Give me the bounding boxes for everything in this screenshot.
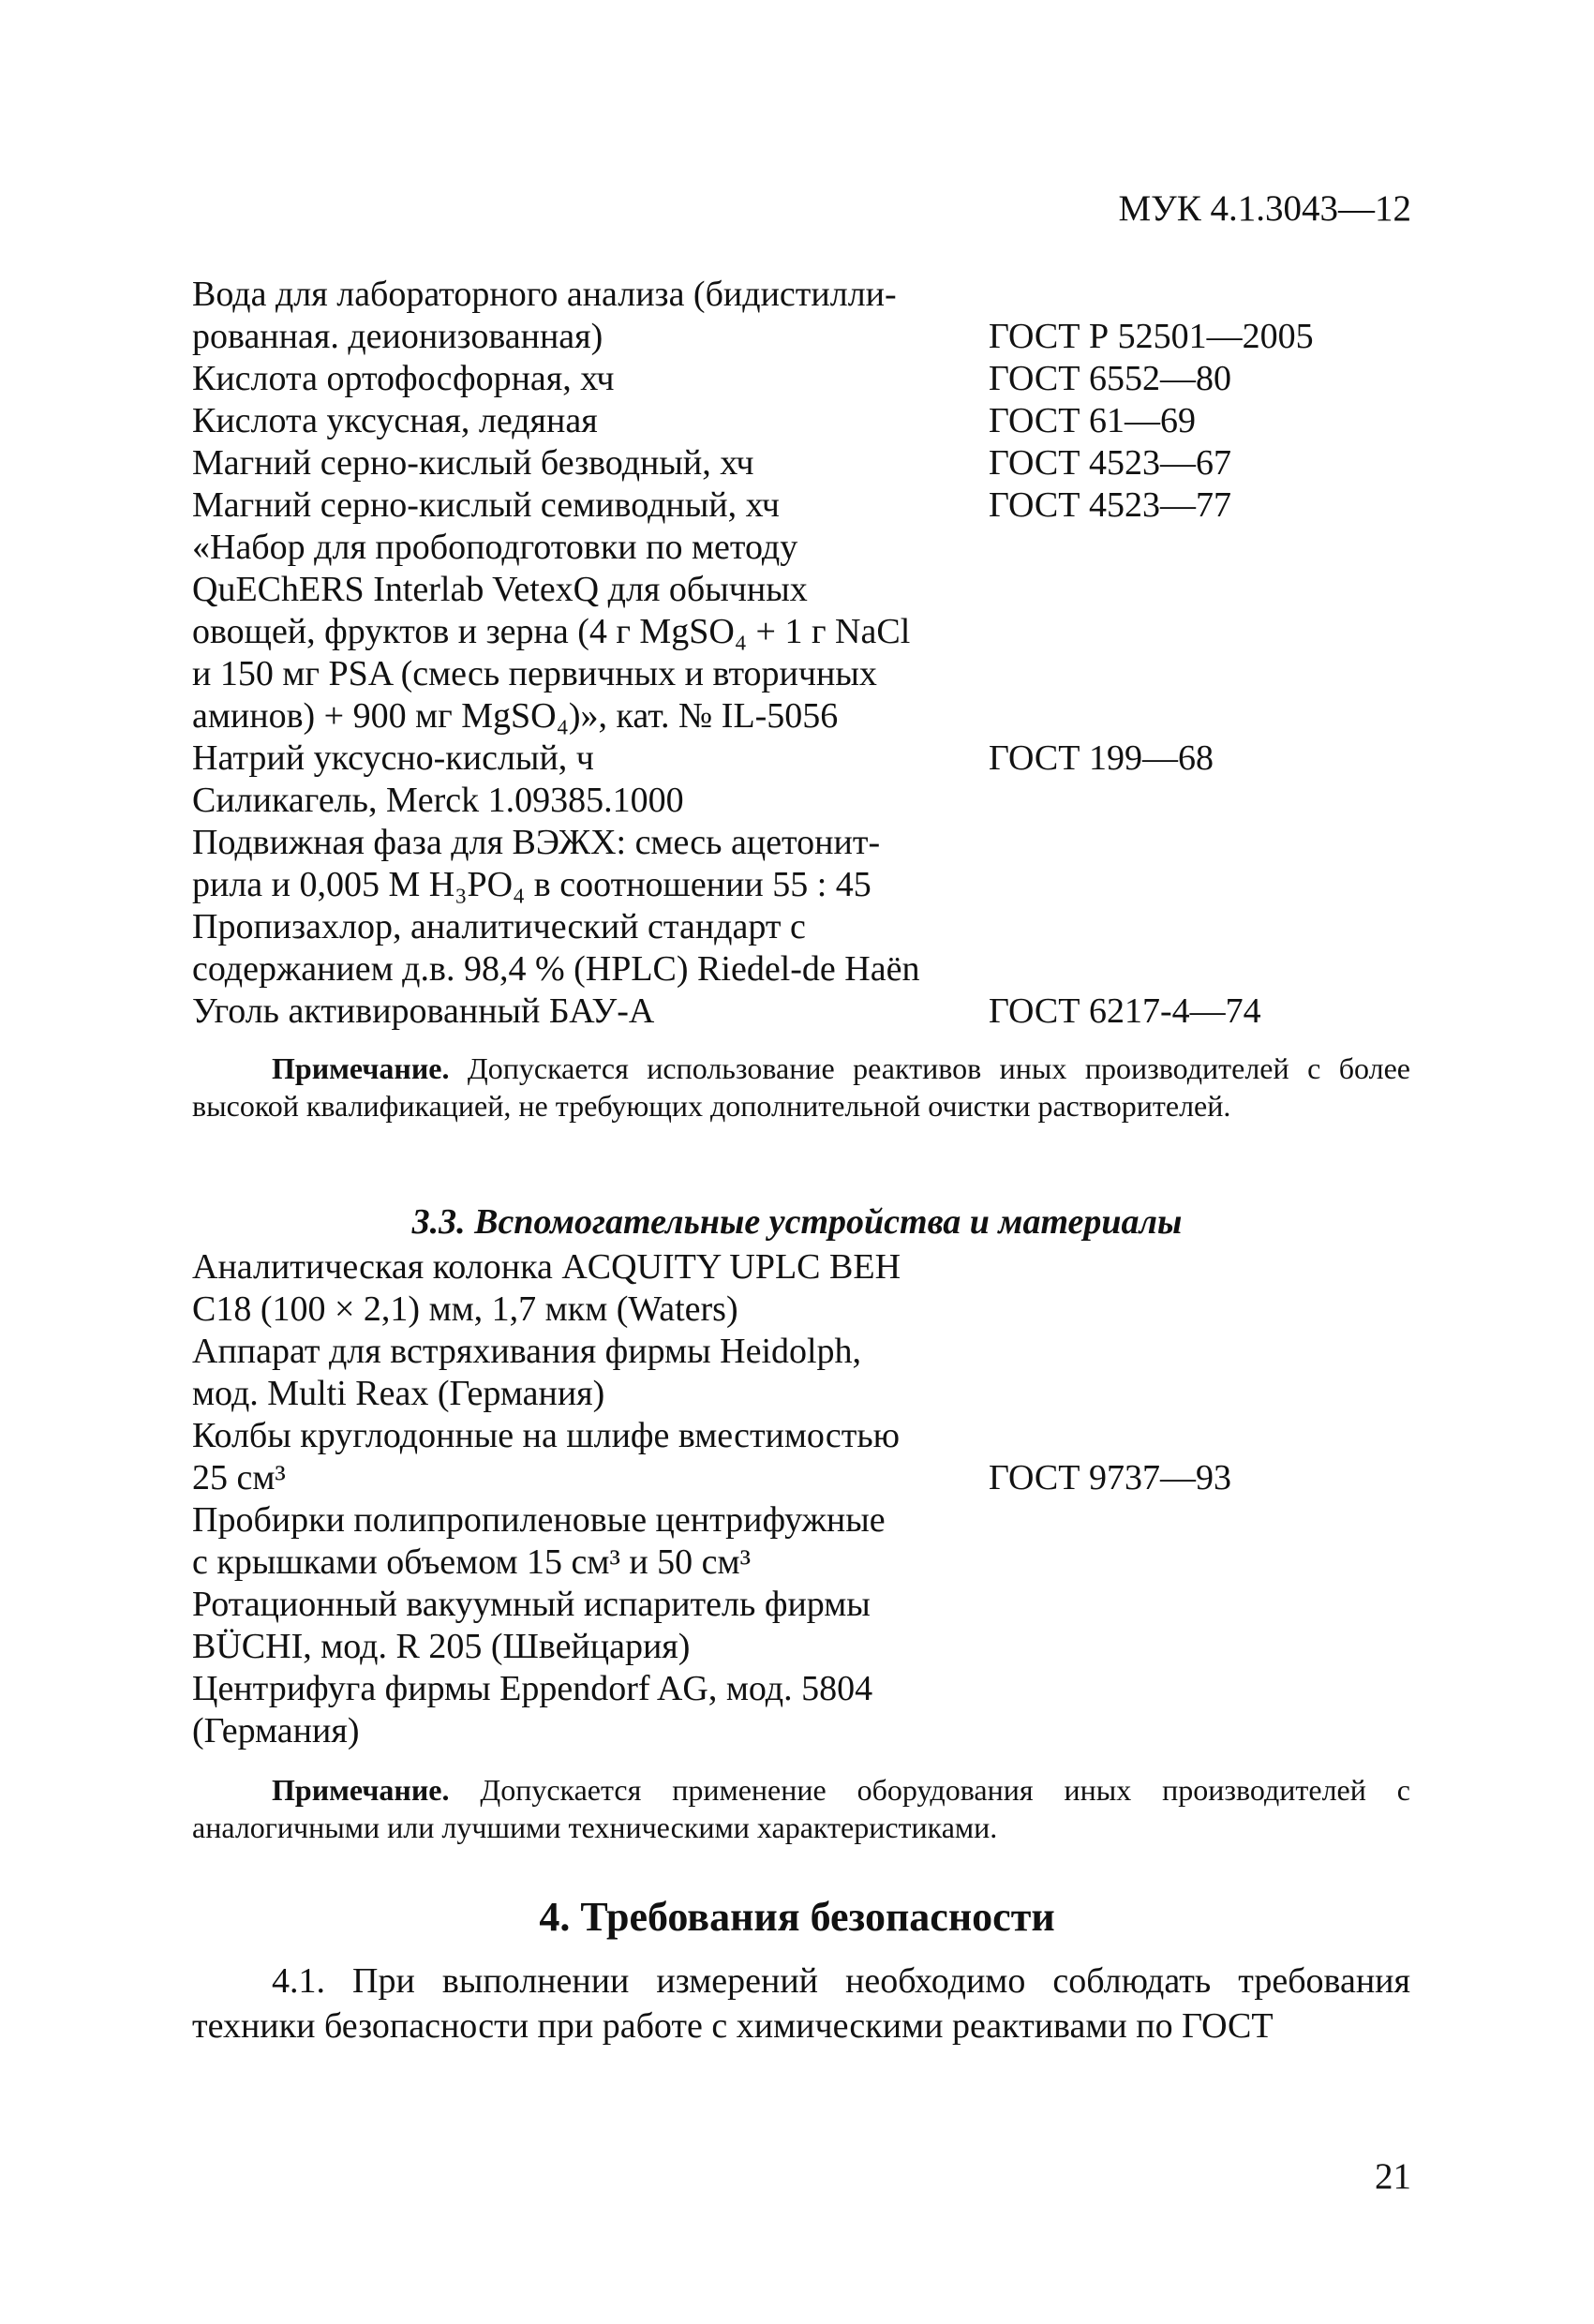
item-standard: ГОСТ 199—68: [989, 738, 1214, 778]
item-name: Аппарат для встряхивания фирмы Heidolph,: [192, 1332, 862, 1371]
item-name: Кислота уксусная, ледяная: [192, 401, 598, 440]
item-name: аминов) + 900 мг MgSO₄)», кат. № IL-5056: [192, 696, 839, 736]
item-standard: [989, 1331, 1410, 1373]
item-name: Вода для лабораторного анализа (бидистилли-: [192, 275, 897, 314]
item-standard: [989, 1415, 1410, 1457]
item-standard: ГОСТ 4523—67: [989, 443, 1231, 483]
item-standard: [989, 653, 1410, 695]
page-number: 21: [1375, 2156, 1411, 2197]
item-standard: [989, 695, 1410, 737]
item-standard: [989, 611, 1410, 653]
item-standard: [989, 527, 1410, 569]
reagents-list: [192, 274, 1410, 1033]
item-name: Магний серно-кислый безводный, хч: [192, 443, 754, 483]
list-item: [192, 1668, 1410, 1710]
item-name: Пробирки полипропиленовые центрифужные: [192, 1500, 886, 1540]
item-name: Аналитическая колонка ACQUITY UPLC BEH: [192, 1247, 901, 1287]
item-standard: [989, 1668, 1410, 1710]
item-name: рованная. деионизованная): [192, 317, 603, 356]
item-name: QuEChERS Interlab VetexQ для обычных: [192, 570, 808, 609]
equipment-list: [192, 1246, 1410, 1752]
list-item: [192, 1626, 1410, 1668]
item-standard: [989, 780, 1410, 822]
item-name: BÜCHI, мод. R 205 (Швейцария): [192, 1627, 691, 1666]
list-item: [192, 316, 1410, 358]
list-item: [192, 906, 1410, 948]
item-standard: ГОСТ 4523—77: [989, 485, 1231, 525]
item-name: Натрий уксусно-кислый, ч: [192, 738, 594, 778]
list-item: [192, 1499, 1410, 1542]
item-standard: [989, 906, 1410, 948]
item-name: Кислота ортофосфорная, хч: [192, 359, 615, 398]
list-item: [192, 864, 1410, 906]
item-name: мод. Multi Reax (Германия): [192, 1374, 605, 1413]
item-name: Силикагель, Merck 1.09385.1000: [192, 781, 684, 820]
item-name: Ротационный вакуумный испаритель фирмы: [192, 1585, 871, 1624]
item-standard: [989, 1542, 1410, 1584]
list-item: [192, 569, 1410, 611]
list-item: [192, 1542, 1410, 1584]
list-item: [192, 695, 1410, 737]
item-standard: ГОСТ 61—69: [989, 401, 1196, 440]
list-item: [192, 611, 1410, 653]
list-item: [192, 1246, 1410, 1289]
list-item: [192, 991, 1410, 1033]
item-name: овощей, фруктов и зерна (4 г MgSO₄ + 1 г NaCl: [192, 612, 911, 651]
item-name: и 150 мг PSA (смесь первичных и вторичных: [192, 654, 877, 693]
document-code: МУК 4.1.3043—12: [1118, 188, 1411, 229]
item-standard: [989, 1626, 1410, 1668]
subsection-title: 3.3. Вспомогательные устройства и материалы: [411, 1202, 1183, 1242]
note-text: Допускается применение оборудования иных производителей с аналогичными или лучшими техническими характеристиками.: [192, 1773, 1410, 1844]
item-name: Магний серно-кислый семиводный, хч: [192, 485, 780, 525]
note-text: Допускается использование реактивов иных производителей с более высокой квалификацией, не требующих дополнительной очистки растворителей.: [192, 1051, 1410, 1123]
item-standard: [989, 1373, 1410, 1415]
item-standard: ГОСТ 6217-4—74: [989, 991, 1261, 1031]
item-standard: [989, 1584, 1410, 1626]
list-item: [192, 1584, 1410, 1626]
list-item: [192, 737, 1410, 780]
item-standard: [989, 569, 1410, 611]
list-item: [192, 1415, 1410, 1457]
item-standard: [989, 864, 1410, 906]
item-name: (Германия): [192, 1711, 360, 1750]
safety-paragraph: 4.1. При выполнении измерений необходимо соблюдать требования техники безопасности при работе с химическими реактивами по ГОСТ: [192, 1961, 1410, 2046]
item-name: «Набор для пробоподготовки по методу: [192, 528, 798, 567]
note-label: Примечание.: [272, 1773, 450, 1807]
item-name: 25 см³: [192, 1458, 286, 1497]
item-name: с крышками объемом 15 см³ и 50 см³: [192, 1542, 751, 1582]
list-item: [192, 274, 1410, 316]
reagents-note: [192, 1050, 1410, 1125]
item-standard: ГОСТ Р 52501—2005: [989, 317, 1314, 356]
list-item: [192, 948, 1410, 991]
list-item: [192, 1289, 1410, 1331]
item-name: Пропизахлор, аналитический стандарт с: [192, 907, 806, 946]
item-standard: ГОСТ 6552—80: [989, 359, 1231, 398]
section-title: 4. Требования безопасности: [539, 1894, 1055, 1940]
item-standard: [989, 1289, 1410, 1331]
list-item: [192, 1457, 1410, 1499]
list-item: [192, 442, 1410, 484]
list-item: [192, 653, 1410, 695]
list-item: [192, 527, 1410, 569]
list-item: [192, 1373, 1410, 1415]
list-item: [192, 780, 1410, 822]
item-name: Уголь активированный БАУ-А: [192, 991, 655, 1031]
list-item: [192, 484, 1410, 527]
note-label: Примечание.: [272, 1051, 450, 1085]
item-name: содержанием д.в. 98,4 % (HPLC) Riedel-de Haën: [192, 949, 920, 989]
item-standard: ГОСТ 9737—93: [989, 1458, 1231, 1497]
item-name: C18 (100 × 2,1) мм, 1,7 мкм (Waters): [192, 1289, 738, 1329]
equipment-note: [192, 1771, 1410, 1846]
item-standard: [989, 1499, 1410, 1542]
item-name: рила и 0,005 М H₃PO₄ в соотношении 55 : 45: [192, 865, 871, 904]
item-standard: [989, 822, 1410, 864]
item-standard: [989, 948, 1410, 991]
item-standard: [989, 1710, 1410, 1752]
list-item: [192, 358, 1410, 400]
item-name: Центрифуга фирмы Eppendorf AG, мод. 5804: [192, 1669, 873, 1708]
list-item: [192, 400, 1410, 442]
item-name: Колбы круглодонные на шлифе вместимостью: [192, 1416, 901, 1455]
item-standard: [989, 274, 1410, 316]
item-standard: [989, 1246, 1410, 1289]
list-item: [192, 822, 1410, 864]
list-item: [192, 1331, 1410, 1373]
item-name: Подвижная фаза для ВЭЖХ: смесь ацетонит-: [192, 823, 881, 862]
list-item: [192, 1710, 1410, 1752]
